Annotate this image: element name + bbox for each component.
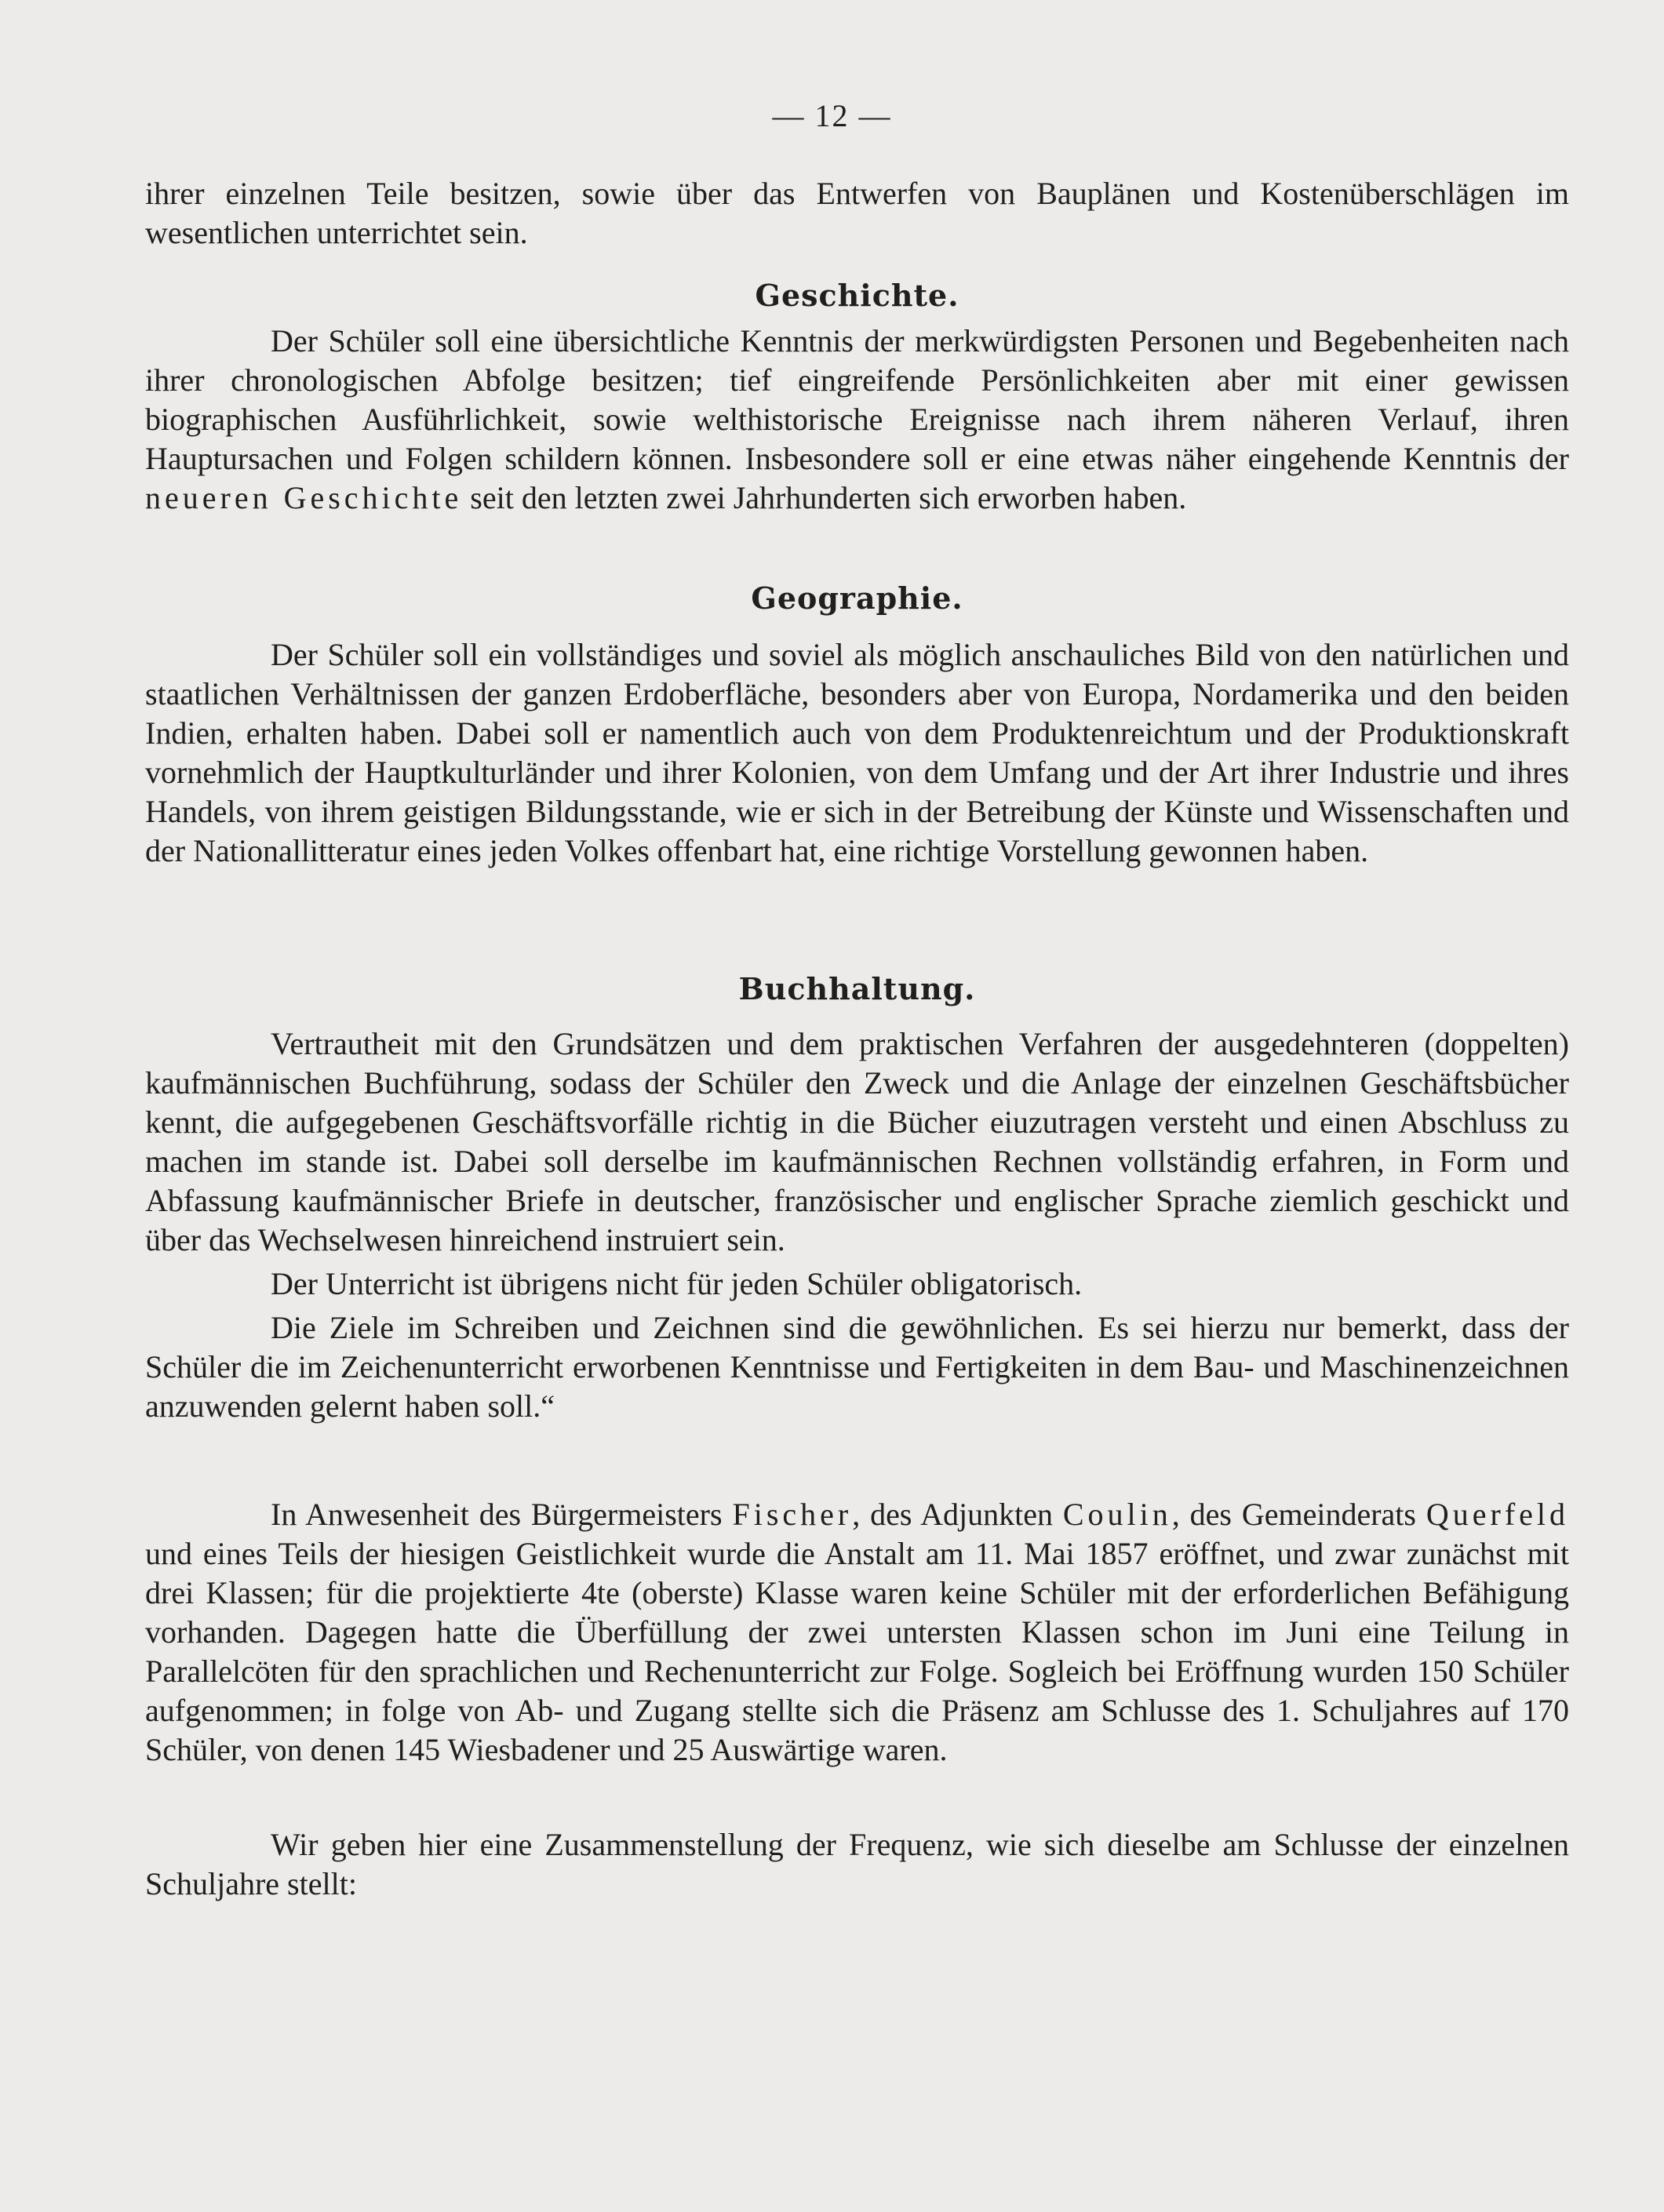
section-geschichte bbox=[145, 276, 1569, 518]
eroeffnung-paragraph bbox=[145, 1495, 1569, 1770]
name-querfeld: Querfeld bbox=[1426, 1497, 1570, 1532]
frequenz-paragraph: Wir geben hier eine Zusammenstellung der Frequenz, wie sich dieselbe am Schlusse der einzelnen Schuljahre stellt: bbox=[145, 1827, 1569, 1901]
heading-geschichte: Geschichte. bbox=[755, 278, 959, 313]
section-frequenz bbox=[145, 1825, 1569, 1904]
geschichte-text-after: seit den letzten zwei Jahrhunderten sich erworben haben. bbox=[470, 480, 1187, 515]
heading-buchhaltung: Buchhaltung. bbox=[738, 971, 976, 1006]
geschichte-emphasis: neueren Geschichte bbox=[145, 480, 463, 515]
name-coulin: Coulin bbox=[1062, 1497, 1172, 1532]
buchhaltung-paragraph-1: Vertrautheit mit den Grundsätzen und dem praktischen Verfahren der ausgedehnteren (doppelten) kaufmännischen Buchführung, sodass der Schüler den Zweck und die Anlage der einzelnen Geschäftsbücher kennt, die aufgegebenen Geschäftsvorfälle richtig in die Bücher eiuzutragen versteht und einen Abschluss zu machen im stande ist. Dabei soll derselbe im kaufmännischen Rechnen vollständig erfahren, in Form und Abfassung kaufmännischer Briefe in deutscher, französischer und englischer Sprache ziemlich geschickt und über das Wechselwesen hinreichend instruiert sein. bbox=[145, 1026, 1569, 1257]
section-eroeffnung bbox=[145, 1495, 1569, 1770]
eroeffnung-text-3: , des Gemeinderats bbox=[1171, 1497, 1416, 1532]
page-number: — 12 — bbox=[772, 98, 892, 133]
geschichte-text-before: Der Schüler soll eine übersichtliche Kenntnis der merkwürdigsten Personen und Begebenheiten nach ihrer chronologischen Abfolge besitzen; tief eingreifende Persönlichkeiten aber mit einer gewissen biographischen Ausführlichkeit, sowie welthistorische Ereignisse nach ihrem näheren Verlauf, ihren Hauptursachen und Folgen schildern können. Insbesondere soll er eine etwas näher eingehende Kenntnis der bbox=[145, 323, 1569, 476]
geographie-paragraph: Der Schüler soll ein vollständiges und soviel als möglich anschauliches Bild von den natürlichen und staatlichen Verhältnissen der ganzen Erdoberfläche, besonders aber von Europa, Nordamerika und den beiden Indien, erhalten haben. Dabei soll er namentlich auch von dem Produktenreichtum und der Produktionskraft vornehmlich der Hauptkulturländer und ihrer Kolonien, von dem Umfang und der Art ihrer Industrie und ihres Handels, von ihrem geistigen Bildungsstande, wie er sich in der Betreibung der Künste und Wissenschaften und der Nationallitteratur eines jeden Volkes offenbart hat, eine richtige Vorstellung gewonnen haben. bbox=[145, 637, 1569, 868]
continuation-paragraph: ihrer einzelnen Teile besitzen, sowie über das Entwerfen von Bauplänen und Kostenüberschlägen im wesentlichen unterrichtet sein. bbox=[145, 176, 1569, 250]
name-fischer: Fischer bbox=[732, 1497, 853, 1532]
eroeffnung-text-2: , des Adjunkten bbox=[852, 1497, 1053, 1532]
section-geographie bbox=[145, 579, 1569, 871]
buchhaltung-paragraph-2: Der Unterricht ist übrigens nicht für jeden Schüler obligatorisch. bbox=[271, 1266, 1083, 1301]
heading-geographie: Geographie. bbox=[751, 580, 963, 616]
section-buchhaltung bbox=[145, 970, 1569, 1426]
continuation-block bbox=[145, 174, 1569, 253]
eroeffnung-text-4: und eines Teils der hiesigen Geistlichkeit wurde die Anstalt am 11. Mai 1857 eröffnet, und zwar zunächst mit drei Klassen; für die projektierte 4te (oberste) Klasse waren keine Schüler mit der erforderlichen Befähigung vorhanden. Dagegen hatte die Überfüllung der zwei untersten Klassen schon im Juni eine Teilung in Parallelcöten für den sprachlichen und Rechenunterricht zur Folge. Sogleich bei Eröffnung wurden 150 Schüler aufgenommen; in folge von Ab- und Zugang stellte sich die Präsenz am Schlusse des 1. Schuljahres auf 170 Schüler, von denen 145 Wiesbadener und 25 Auswärtige waren. bbox=[145, 1536, 1569, 1767]
buchhaltung-paragraph-3: Die Ziele im Schreiben und Zeichnen sind die gewöhnlichen. Es sei hierzu nur bemerkt, dass der Schüler die im Zeichenunterricht erworbenen Kenntnisse und Fertigkeiten in dem Bau- und Maschinenzeichnen anzuwenden gelernt haben soll.“ bbox=[145, 1310, 1569, 1424]
geschichte-paragraph bbox=[145, 322, 1569, 518]
eroeffnung-text-1: In Anwesenheit des Bürgermeisters bbox=[271, 1497, 723, 1532]
